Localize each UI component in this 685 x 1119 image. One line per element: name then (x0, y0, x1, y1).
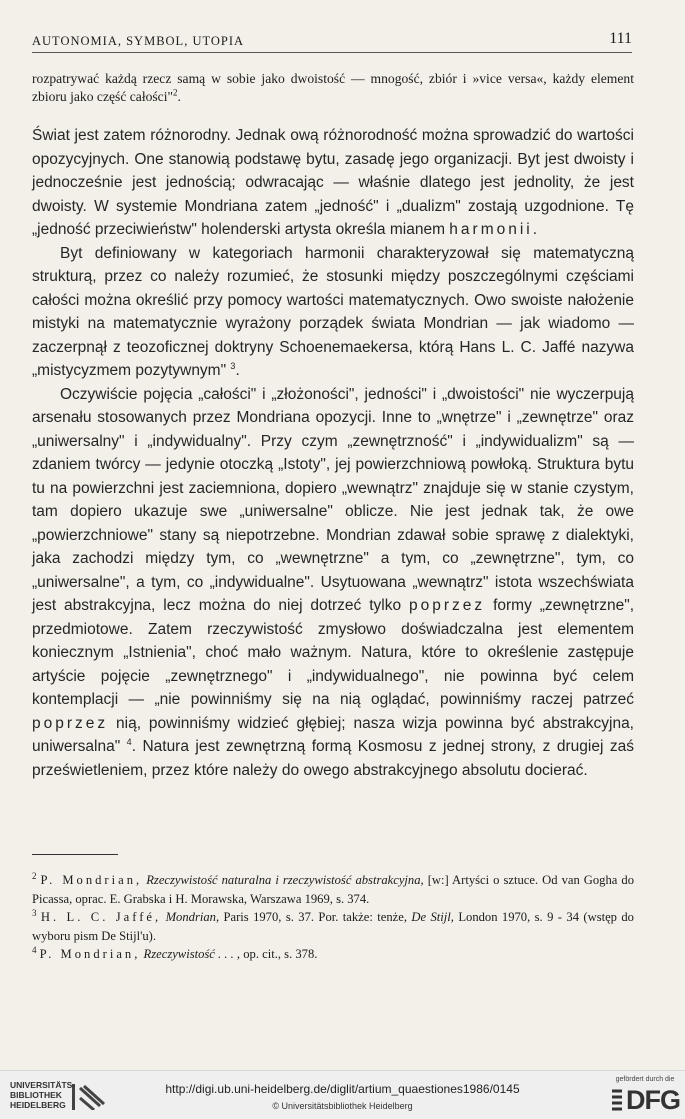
footnote-rule (32, 854, 118, 855)
footnote-ref-3[interactable]: 3 (230, 360, 236, 371)
footnote-number: 4 (32, 944, 37, 955)
footnote-ref-2[interactable]: 2 (173, 87, 178, 98)
footnote-3: $^3$ H. L. C. Jaffé, Mondrian, Paris 1970, s. 37. Por. także: tenże, De Stijl, London 1970, s. 9 - 34 (wstęp do wyboru pism De Stijl'u). (32, 907, 634, 943)
spaced-term-poprzez: poprzez (409, 597, 486, 614)
spaced-term-poprzez-2: poprzez (32, 714, 109, 732)
funded-by-label: gefördert durch die (615, 1076, 675, 1083)
continuation-line-2: versa«, każdy element zbioru jako część całości" (32, 71, 634, 104)
footnote-4: $^4$ P. Mondrian, Rzeczywistość . . . , op. cit., s. 378. (32, 944, 318, 961)
footnote-ref-4[interactable]: 4 (126, 736, 132, 747)
library-name: UNIVERSITÄTS- BIBLIOTHEK HEIDELBERG (10, 1080, 76, 1110)
dfg-logo[interactable]: DFG (610, 1085, 680, 1115)
copyright-notice: © Universitätsbibliothek Heidelberg (272, 1101, 413, 1111)
spaced-term-harmonii: harmonii (449, 221, 533, 238)
running-title: AUTONOMIA, SYMBOL, UTOPIA (32, 34, 245, 48)
viewer-footer (0, 1070, 685, 1119)
continuation-line-1: rozpatrywać każdą rzecz samą w sobie jako dwoistość — mnogość, zbiór i »vice (32, 71, 502, 86)
dfg-emblem-icon (610, 1089, 624, 1111)
running-header (32, 30, 632, 53)
footnote-number: 2 (32, 870, 37, 881)
footnote-number: 3 (32, 907, 37, 918)
permalink-url[interactable]: http://digi.ub.uni-heidelberg.de/diglit/artium_quaestiones1986/0145 (165, 1082, 520, 1096)
quote-continuation: rozpatrywać każdą rzecz samą w sobie jako dwoistość — mnogość, zbiór i »vice versa«, każdy element zbioru jako część całości"$^2$. (32, 71, 634, 104)
footnotes (32, 871, 634, 964)
paragraph-1: Świat jest zatem różnorodny. Jednak ową różnorodność można sprowadzić do wartości opozycyjnych. One stanowią podstawę bytu, zasadę jego organizacji. Byt jest dwoisty i jednocześnie jest jednością; odwracając — właśnie dlatego jest jednolity, że jest dwoisty. W systemie Mondriana zatem „jedność" i „dualizm" zostają uzgodnione. Tę „jedność przeciwieństw" holenderski artysta określa mianem harmonii. (32, 127, 634, 238)
paragraph-2: Byt definiowany w kategoriach harmonii charakteryzował się matematyczną strukturą, przez co należy rozumieć, że stosunki między poszczególnymi częściami całości można określić przy pomocy wartości matematycznych. Owo swoiste nałożenie mistyki na matematycznie wyrażony porządek świata Mondrian — jak wiadomo — zaczerpnął z teozoficznej doktryny Schoenemaekersa, którą Hans L. C. Jaffé nazywa „mistycyzmem pozytywnym" $^3$. (32, 244, 634, 379)
footnote-2: $^2$ P. Mondrian, Rzeczywistość naturalna i rzeczywistość abstrakcyjna, [w:] Artyści o sztuce. Od van Gogha do Picassa, oprac. E. Grabska i H. Morawska, Warszawa 1969, s. 374. (32, 870, 635, 906)
main-text (32, 124, 634, 782)
paragraph-3: Oczywiście pojęcia „całości" i „złożoności", jedności" i „dwoistości" nie wyczerpują arsenału stosowanych przez Mondriana opozycji. Inne to „wnętrze" i „zewnętrze" oraz „uniwersalny" i „indywidualny". Przy czym „zewnętrzność" i „indywidualizm" są — zdaniem twórcy — jedynie otoczką „Istoty", jej powierzchniową powłoką. Struktura bytu tu na powierzchni jest zaciemniona, dopiero „wewnątrz" znajduje się w stanie czystym, tam dopiero ukazuje swe „uniwersalne" oblicze. Nie jest jednak tak, że owe „powierzchniowe" stany są niepotrzebne. Mondrian zdawał sobie sprawę z dialektyki, jaka zachodzi między tym, co „wewnętrzne" a tym, co „zewnętrzne", tym, co „uniwersalne", a tym, co „indywidualne". Usytuowana „wewnątrz" istota wszechświata jest abstrakcyjna, lecz można do niej dotrzeć tylko poprzez formy „zewnętrzne", przedmiotowe. Zatem rzeczywistość zmysłowo doświadczalna jest elementem koniecznym „Istnienia", choć mało ważnym. Natura, które to określenie zastępuje artyście pojęcie „zewnętrznego" i „indywidualnego", nie powinna być celem kontemplacji — „nie powinniśmy się na nią oglądać, powinniśmy raczej patrzeć poprzez nią, powinniśmy widzieć głębiej; nasza wizja powinna być abstrakcyjna, uniwersalna" $^4$. Natura jest zewnętrzną formą Kosmosu z jednej strony, z drugiej zaś prześwietleniem, przez które należy do owego abstrakcyjnego absolutu docierać. (32, 385, 635, 779)
page-number: 111 (609, 30, 632, 47)
